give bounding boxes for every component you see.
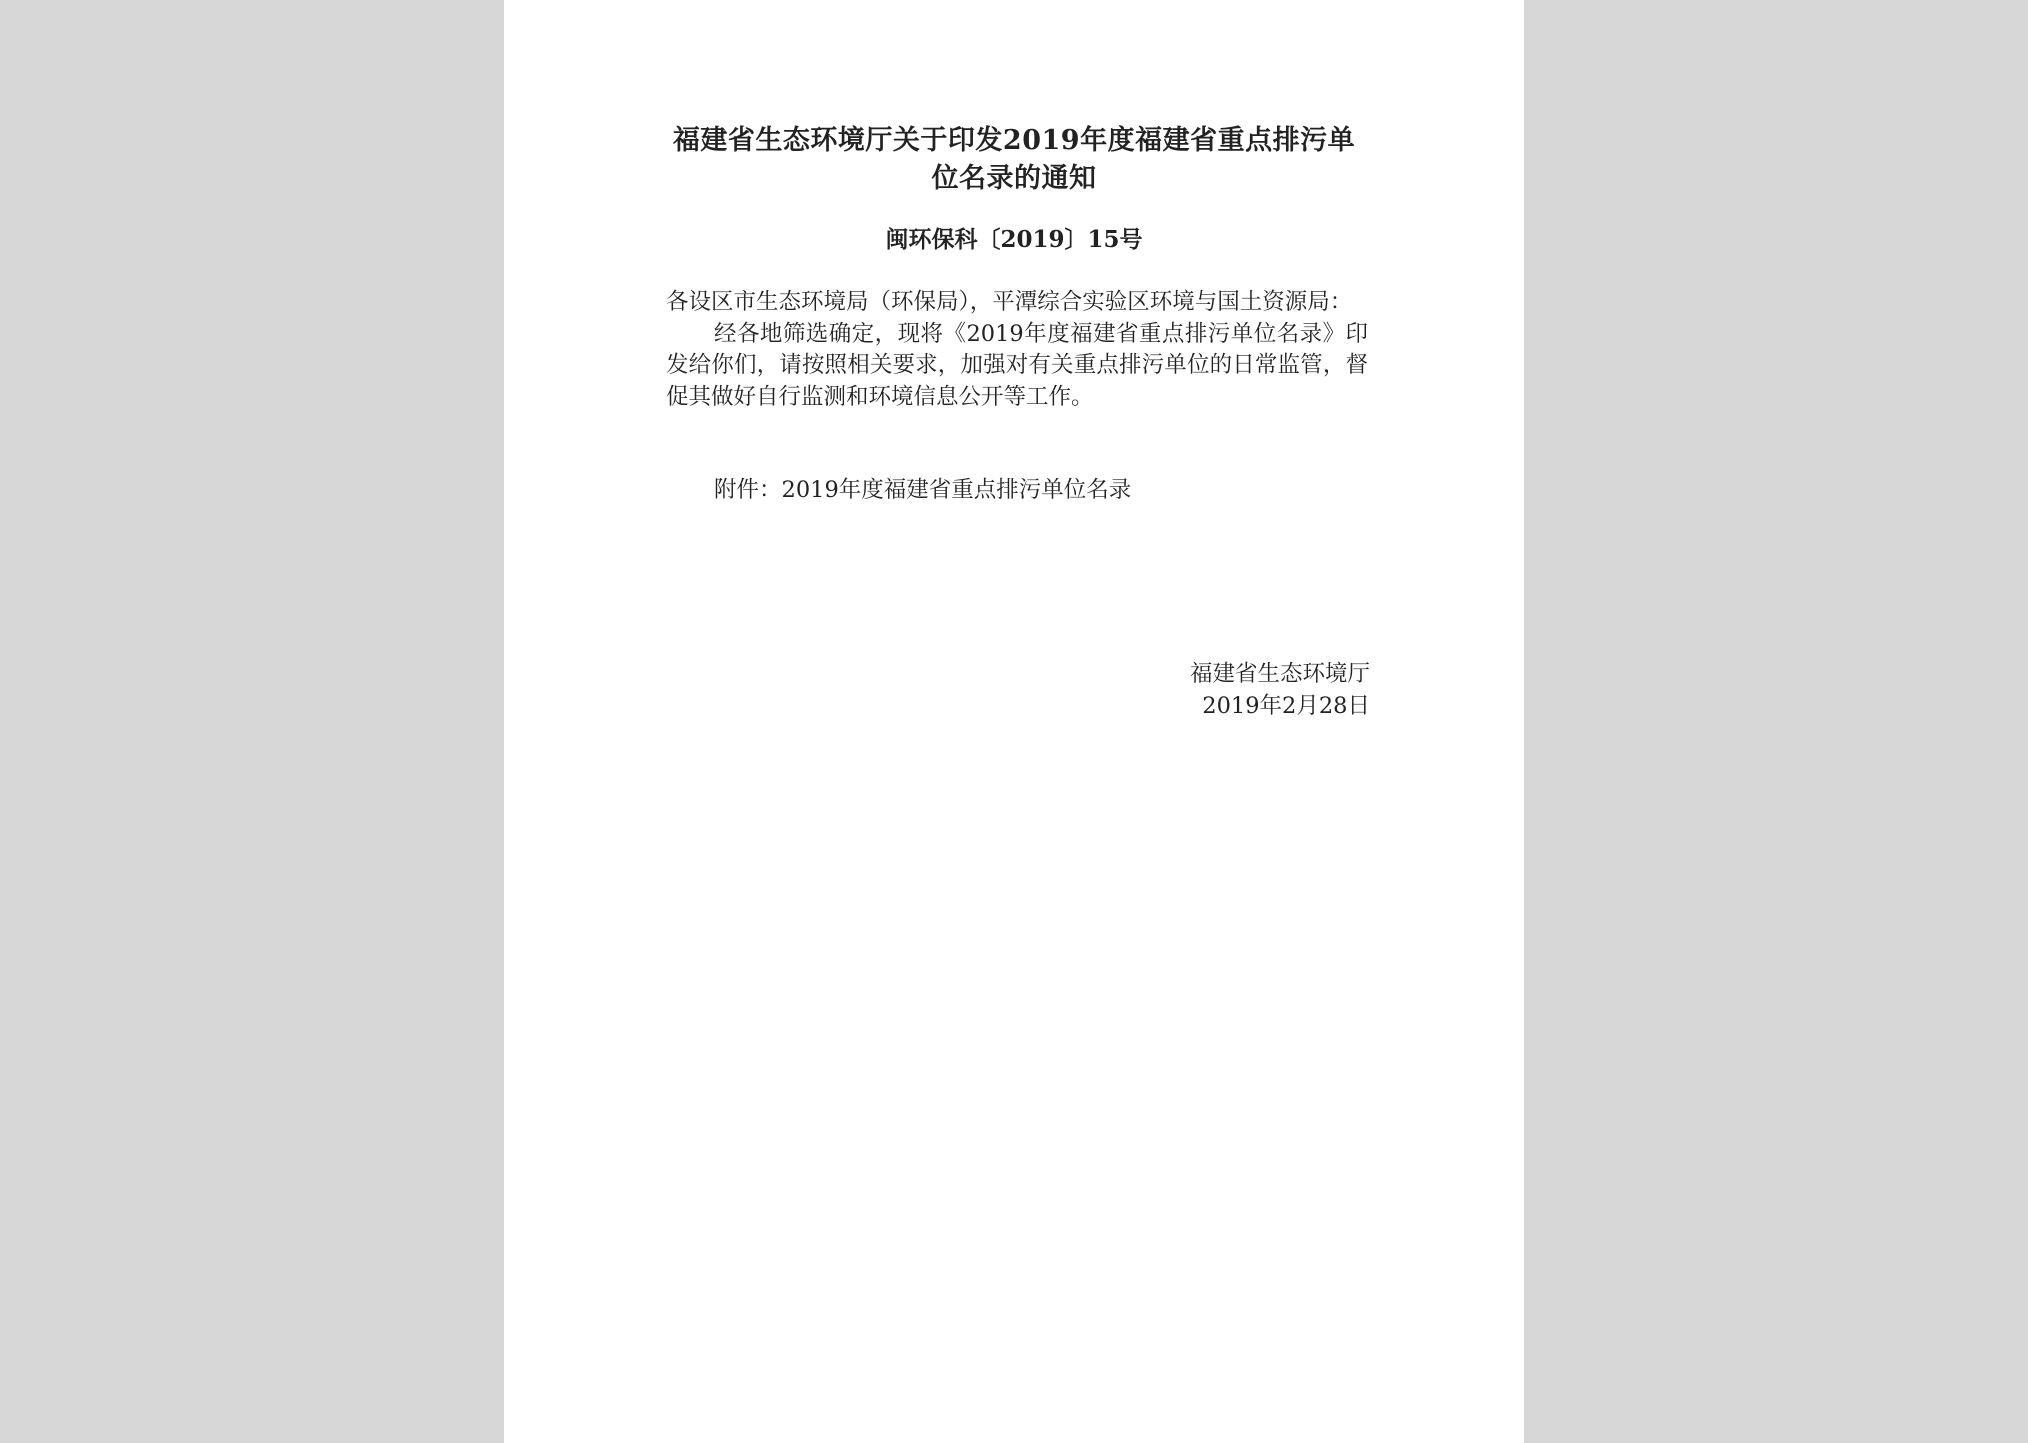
attachment-line: 附件：2019年度福建省重点排污单位名录 (714, 477, 1132, 503)
title-line-2: 位名录的通知 (931, 163, 1097, 194)
document-body (666, 287, 1368, 413)
issue-date: 2019年2月28日 (1202, 692, 1370, 719)
body-paragraph: 经各地筛选确定，现将《2019年度福建省重点排污单位名录》印发给你们，请按照相关要求，加强对有关重点排污单位的日常监管，督促其做好自行监测和环境信息公开等工作。 (666, 320, 1368, 410)
title-line-1: 福建省生态环境厅关于印发2019年度福建省重点排污单 (672, 125, 1356, 156)
document-page (504, 0, 1524, 1443)
document-title (658, 122, 1370, 198)
addressee-line: 各设区市生态环境局（环保局），平潭综合实验区环境与国土资源局： (666, 289, 1353, 315)
signature-block (1010, 659, 1370, 722)
issuer-name: 福建省生态环境厅 (1189, 661, 1370, 687)
document-number: 闽环保科〔2019〕15号 (885, 226, 1143, 253)
